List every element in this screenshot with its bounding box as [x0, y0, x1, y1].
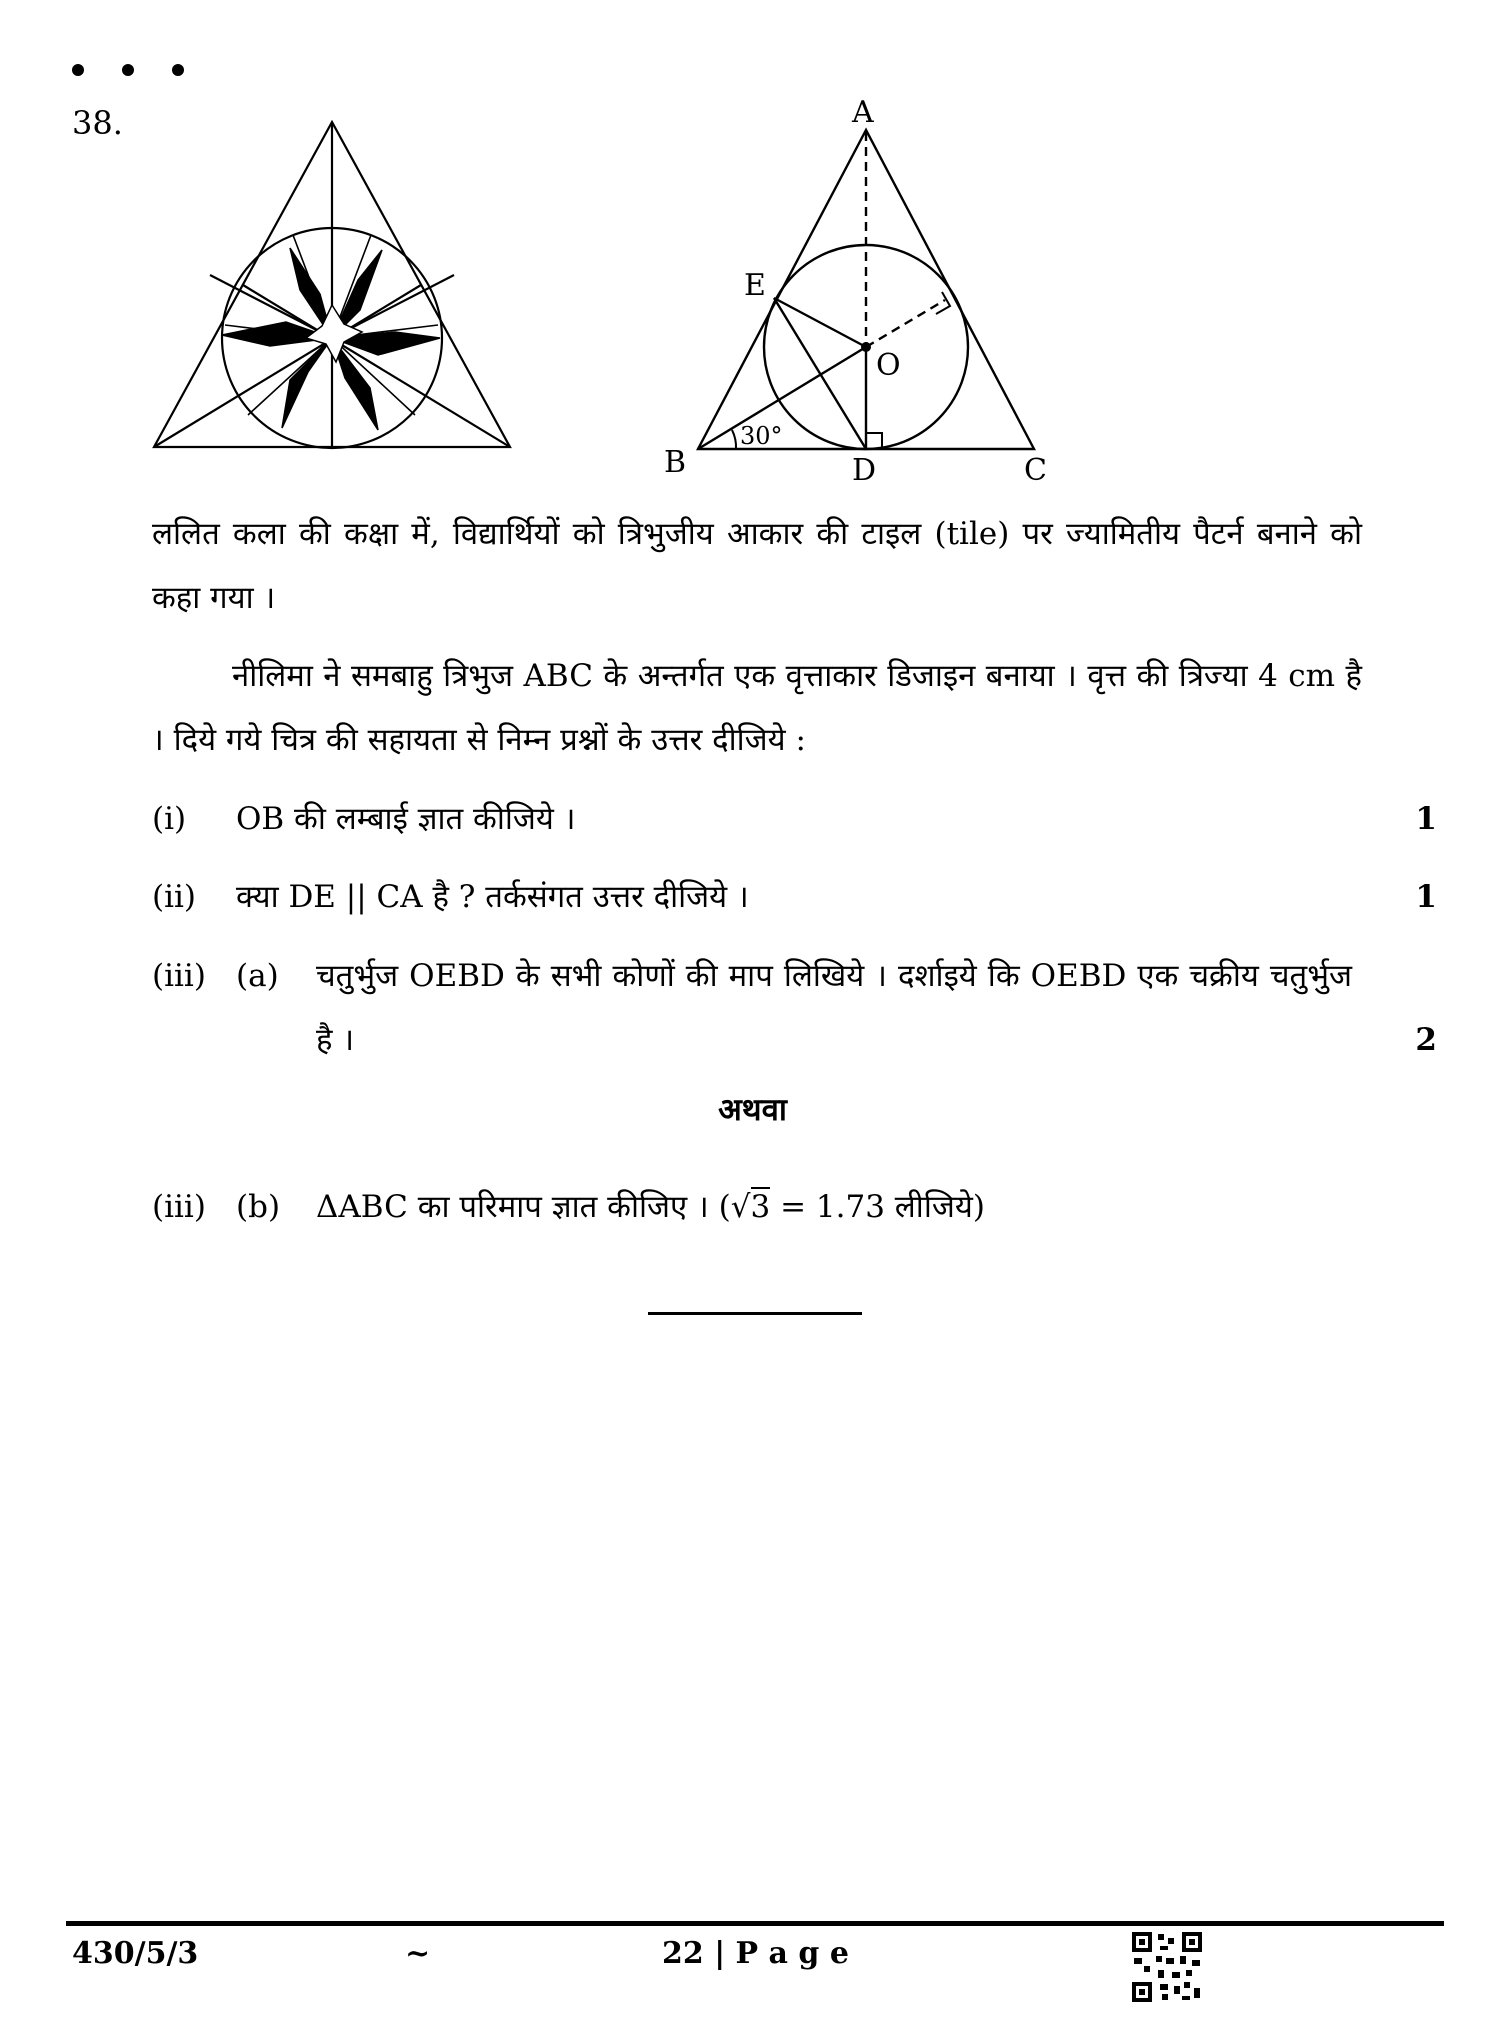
page-number: 22 | P a g e	[662, 1936, 849, 1971]
label-c: C	[1024, 453, 1047, 488]
question-iii-a-text: चतुर्भुज OEBD के सभी कोणों की माप लिखिये । दर्शाइये कि OEBD एक चक्रीय चतुर्भुज है ।	[316, 958, 1352, 1058]
question-i-marks: 1	[1415, 801, 1437, 837]
paper-code: 430/5/3	[72, 1936, 199, 1971]
question-iii-a-marks: 2	[1415, 1022, 1437, 1058]
question-iii-a-sub: (a)	[236, 958, 279, 994]
star-tile-figure	[140, 110, 520, 460]
intro-paragraph-1: ललित कला की कक्षा में, विद्यार्थियों को त्रिभुजीय आकार की टाइल (tile) पर ज्यामितीय पैटर्न बनाने को कहा गया ।	[152, 516, 1362, 616]
question-number: 38.	[72, 104, 123, 142]
or-label: अथवा	[718, 1092, 787, 1128]
point-o	[861, 342, 871, 352]
question-iii-b	[152, 1175, 1437, 1239]
footer-rule	[66, 1921, 1444, 1926]
question-i-text: OB की लम्बाई ज्ञात कीजिये ।	[236, 801, 576, 837]
line-ed	[774, 298, 866, 449]
label-angle: 30°	[740, 422, 783, 450]
question-iii-a-number: (iii)	[152, 958, 206, 994]
question-iii-b-text: ΔABC का परिमाप ज्ञात कीजिए । (√3 = 1.73 लीजिये)	[316, 1189, 985, 1225]
sqrt-symbol: √	[730, 1189, 751, 1225]
question-ii-number: (ii)	[152, 879, 197, 915]
right-angle-f	[936, 292, 950, 314]
question-ii	[152, 865, 1437, 929]
label-e: E	[744, 268, 766, 303]
sqrt-radicand: 3	[750, 1189, 771, 1225]
question-i	[152, 787, 1437, 851]
label-d: D	[852, 453, 877, 488]
question-ii-text: क्या DE || CA है ? तर्कसंगत उत्तर दीजिये ।	[236, 879, 749, 915]
label-o: O	[876, 348, 901, 383]
question-iii-b-number: (iii)	[152, 1189, 206, 1225]
question-iii-b-sub: (b)	[236, 1189, 281, 1225]
end-rule	[648, 1312, 862, 1315]
dashed-of	[866, 300, 945, 347]
question-iii-a	[152, 944, 1437, 1084]
label-b: B	[664, 445, 687, 480]
label-a: A	[852, 95, 874, 130]
triangle-abc-figure	[640, 88, 1080, 498]
qr-code	[1130, 1930, 1204, 2004]
right-angle-d	[866, 433, 882, 449]
intro-paragraph-2: नीलिमा ने समबाहु त्रिभुज ABC के अन्तर्गत एक वृत्ताकार डिजाइन बनाया । वृत्त की त्रिज्या 4 cm है । दिये गये चित्र की सहायता से निम्न प्रश्नों के उत्तर दीजिये :	[152, 658, 1362, 758]
question-i-number: (i)	[152, 801, 187, 837]
question-ii-marks: 1	[1415, 879, 1437, 915]
angle-arc	[732, 430, 736, 449]
tilde-mark: ~	[405, 1936, 431, 1971]
